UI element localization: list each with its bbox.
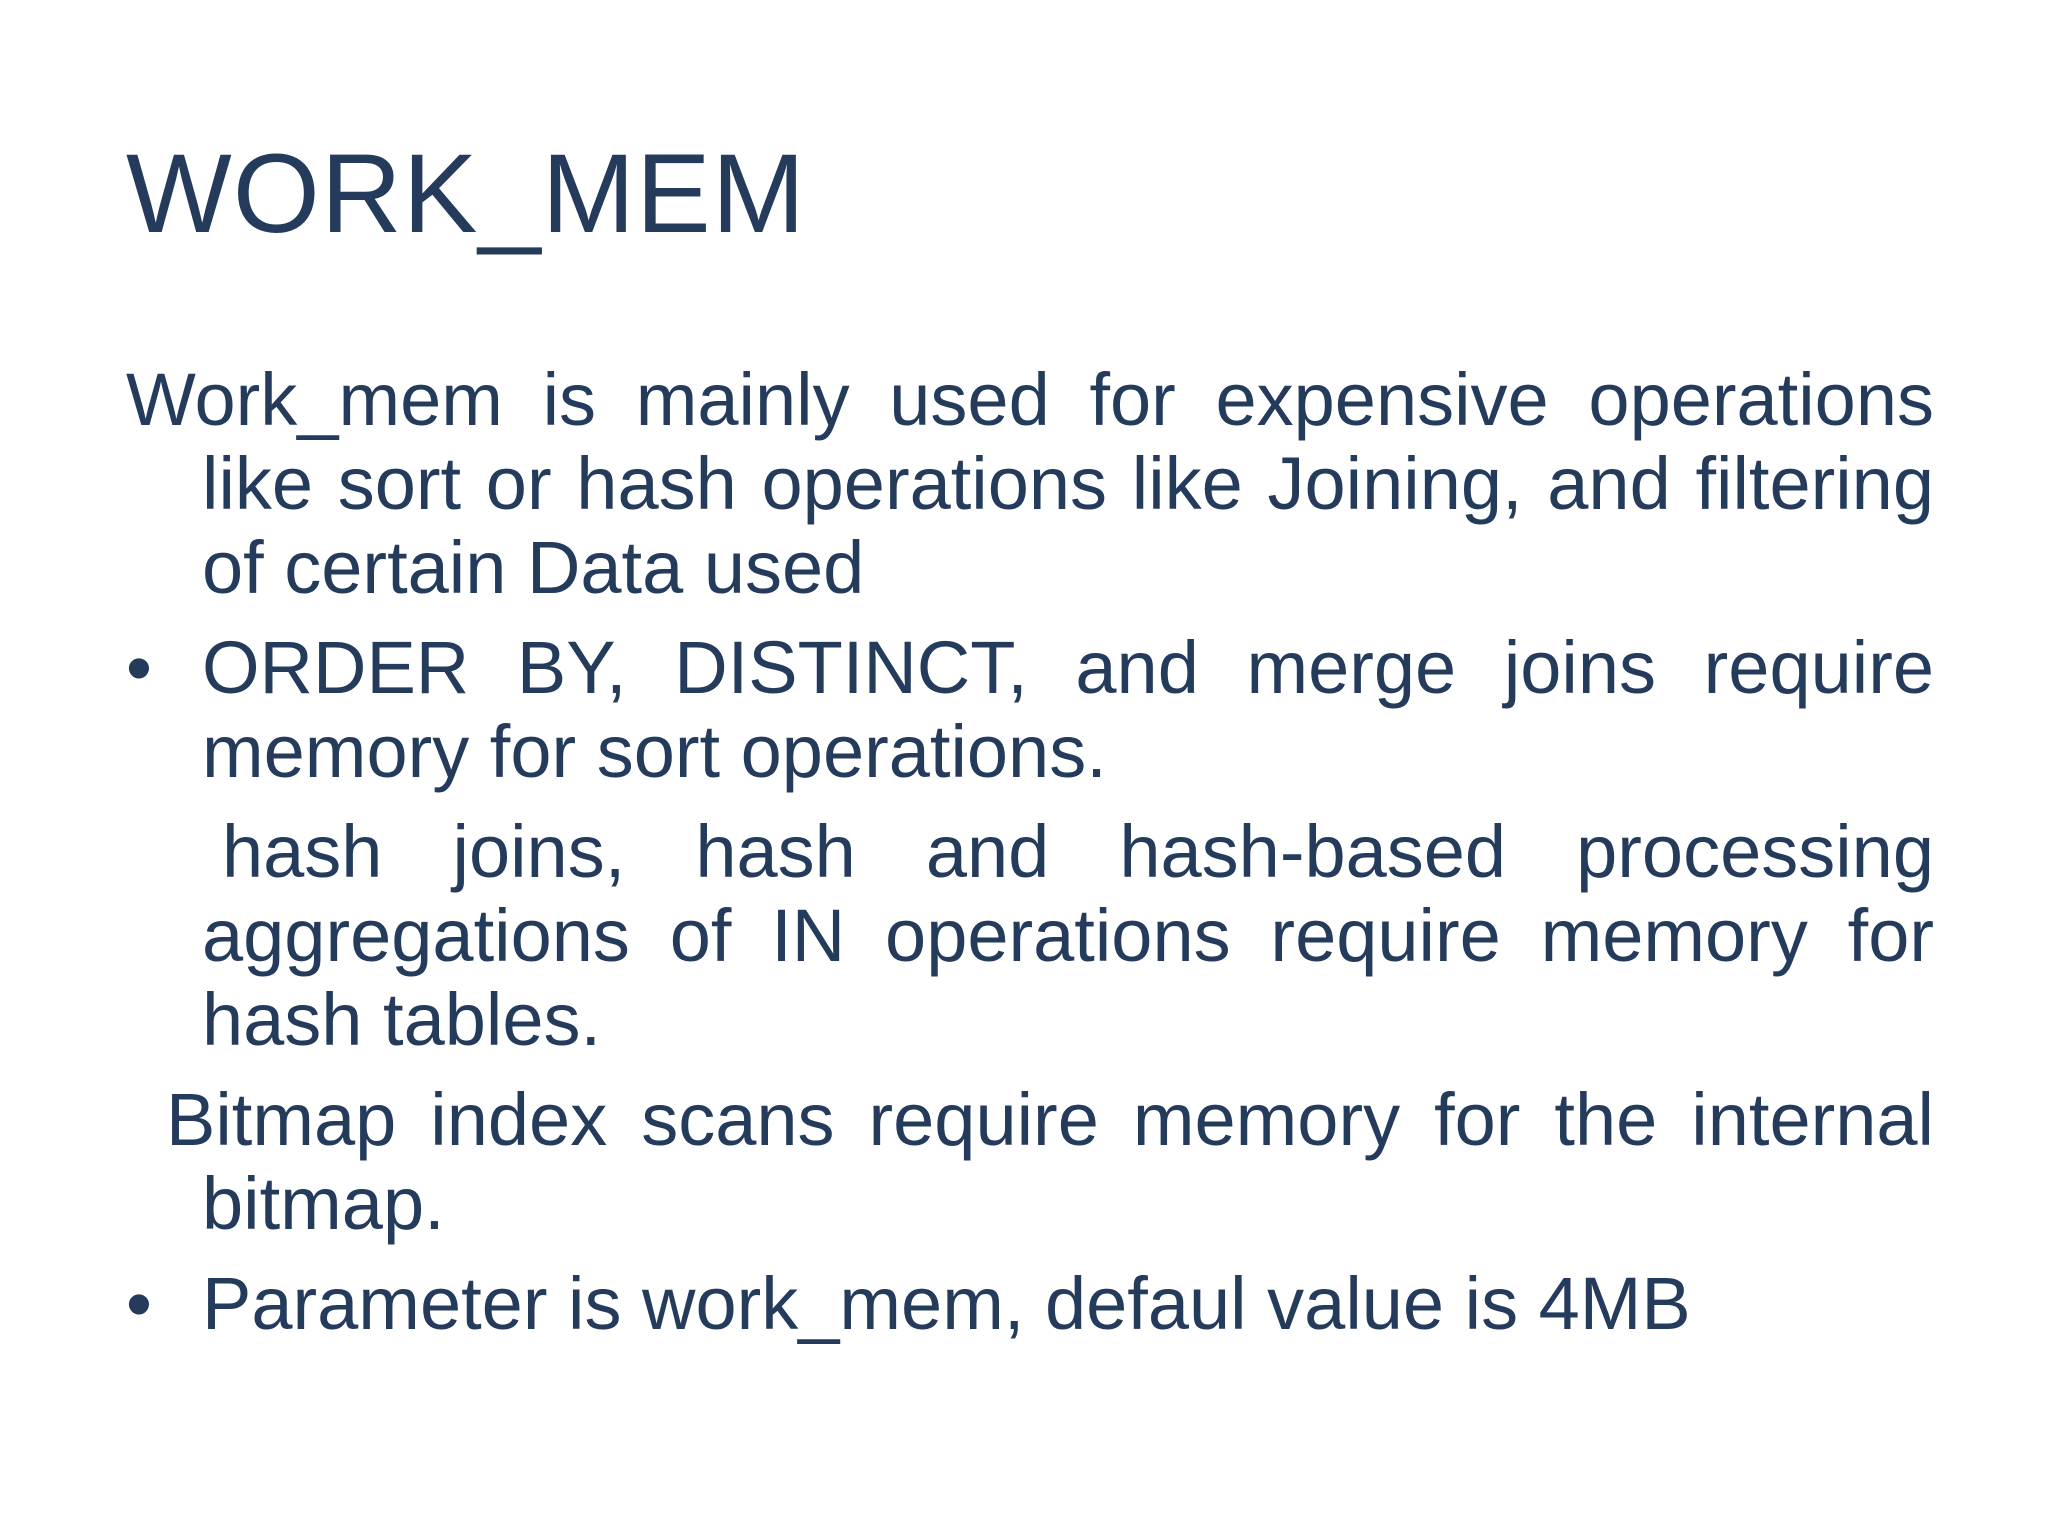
paragraph-text: Bitmap index scans require memory for the internal bitmap. [166, 1078, 1934, 1245]
paragraph-hash-joins [126, 810, 1934, 1062]
bullet-text: Parameter is work_mem, defaul value is 4MB [202, 1262, 1691, 1345]
bullet-icon: • [126, 626, 152, 709]
paragraph-text: Work_mem is mainly used for expensive operations like sort or hash operations like Joining, and filtering of certain Data used [126, 358, 1934, 609]
slide-title: WORK_MEM [126, 131, 806, 256]
bullet-text: ORDER BY, DISTINCT, and merge joins require memory for sort operations. [202, 626, 1934, 793]
paragraph-intro [126, 358, 1934, 610]
paragraph-text: hash joins, hash and hash-based processing aggregations of IN operations require memory for hash tables. [202, 810, 1934, 1061]
bullet-item-order-by [126, 626, 1934, 794]
bullet-icon: • [126, 1262, 152, 1345]
slide-body [126, 358, 1934, 1362]
paragraph-bitmap [126, 1078, 1934, 1246]
bullet-item-parameter [126, 1262, 1934, 1346]
